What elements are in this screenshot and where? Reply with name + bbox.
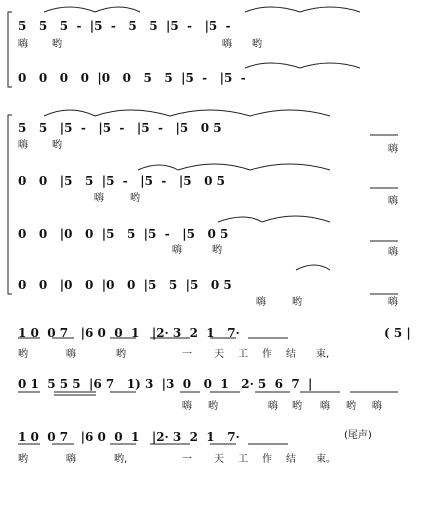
line-1-lyric: 哟 [116,349,126,360]
line-1-notes: 1 0 0 7 |6 0 0 1 |2· 3 2 1 7· [18,326,240,340]
system-2-voice-2-lyric: 哟 [130,193,140,204]
system-1-voice-1-lyric: 嗨 [18,39,28,50]
line-2-notes: 0 1 5 5 5 |6 7 1) 3 |3 0 0 1 2· 5 6 7 | [18,377,313,391]
line-2-lyric: 哟 [292,401,302,412]
system-2-voice-1-notes: 5 5 |5 - |5 - |5 - |5 0 5 [18,121,222,135]
system-2-voice-2-lyric: 嗨 [94,193,104,204]
line-3-lyric: 结 [286,454,296,465]
line-1-lyric: 天 [214,349,224,360]
line-1-lyric: 工 [238,349,248,360]
line-3-notes: 1 0 0 7 |6 0 0 1 |2· 3 2 1 7· [18,430,240,444]
line-1-lyric: 嗨 [66,349,76,360]
line-1-lyric: 作 [262,349,272,360]
system-2-voice-4-lyric: 哟 [292,297,302,308]
system-1-voice-2-notes: 0 0 0 0 |0 0 5 5 |5 - |5 - [18,71,246,85]
line-3-lyric: 一 [182,454,192,465]
system-2-voice-2-notes: 0 0 |5 5 |5 - |5 - |5 0 5 [18,174,226,188]
system-bracket-2 [8,115,12,294]
line-1-lyric: 哟 [18,349,28,360]
line-3-lyric: 工 [238,454,248,465]
line-3-lyric: 嗨 [66,454,76,465]
line-3-lyric: 哟, [114,454,128,465]
system-2-voice-3-lyric: 嗨 [172,245,182,256]
line-3-lyric: 天 [214,454,224,465]
system-2-voice-4-lyric: 嗨 [388,297,398,308]
line-3-lyric: 作 [262,454,272,465]
line-2-lyric: 嗨 [372,401,382,412]
system-1-voice-1-lyric: 哟 [252,39,262,50]
system-2-voice-3-notes: 0 0 |0 0 |5 5 |5 - |5 0 5 [18,227,229,241]
system-2-voice-1-lyric: 嗨 [18,140,28,151]
line-1-lyric: 一 [182,349,192,360]
line-1-paren: ( 5 | [384,326,411,340]
line-3-lyric: 哟 [18,454,28,465]
system-2-voice-4-lyric: 嗨 [256,297,266,308]
line-3-lyric: 束。 [316,454,336,465]
line-2-lyric: 嗨 [320,401,330,412]
system-bracket-1 [8,12,12,87]
line-1-lyric: 结 [286,349,296,360]
system-1-voice-1-lyric: 哟 [52,39,62,50]
line-2-lyric: 哟 [208,401,218,412]
line-1-lyric: 束, [316,349,330,360]
system-1-voice-1-notes: 5 5 5 - |5 - 5 5 |5 - |5 - [18,19,231,33]
system-2-voice-2-lyric: 嗨 [388,196,398,207]
line-3-paren: (尾声) [344,430,372,441]
system-2-voice-3-lyric: 哟 [212,245,222,256]
line-2-lyric: 哟 [346,401,356,412]
system-2-voice-1-lyric: 嗨 [388,144,398,155]
system-2-voice-1-lyric: 哟 [52,140,62,151]
system-2-voice-3-lyric: 嗨 [388,247,398,258]
line-2-lyric: 嗨 [182,401,192,412]
line-2-lyric: 嗨 [268,401,278,412]
system-1-voice-1-lyric: 嗨 [222,39,232,50]
system-2-voice-4-notes: 0 0 |0 0 |0 0 |5 5 |5 0 5 [18,278,232,292]
